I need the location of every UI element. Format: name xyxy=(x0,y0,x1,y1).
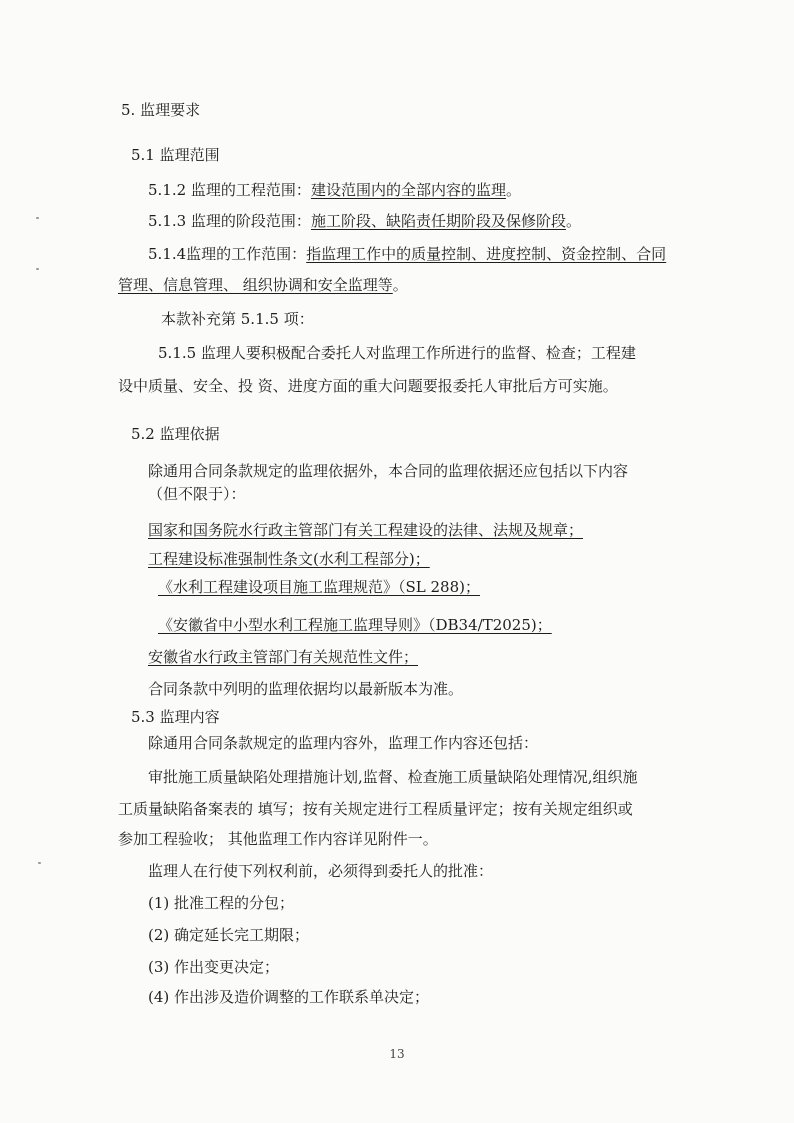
clause-5-1-5-line1: 5.1.5 监理人要积极配合委托人对监理工作所进行的监督、检查；工程建 xyxy=(158,344,636,362)
section-5-3-heading: 5.3 监理内容 xyxy=(131,708,220,726)
content-para-line3: 参加工程验收； 其他监理工作内容详见附件一。 xyxy=(118,830,438,848)
basis-item: 《安徽省中小型水利工程施工监理导则》（DB34/T2025)； xyxy=(158,616,552,634)
page-number: 13 xyxy=(389,1047,405,1061)
section-5-1-heading: 5.1 监理范围 xyxy=(131,146,220,164)
section-5-2-heading: 5.2 监理依据 xyxy=(131,425,220,443)
clause-end: 。 xyxy=(565,212,581,230)
approval-item: (1) 批准工程的分包； xyxy=(148,894,295,912)
clause-value: 管理、信息管理、 组织协调和安全监理等 xyxy=(118,276,393,294)
scan-speck xyxy=(38,862,41,864)
content-intro: 除通用合同条款规定的监理内容外，监理工作内容还包括： xyxy=(148,734,539,752)
clause-end: 。 xyxy=(392,276,408,294)
section-5-heading: 5. 监理要求 xyxy=(121,101,201,119)
clause-label: 5.1.2 监理的工程范围： xyxy=(148,181,311,199)
basis-closing: 合同条款中列明的监理依据均以最新版本为准。 xyxy=(148,680,464,698)
clause-value: 建设范围内的全部内容的监理 xyxy=(310,181,506,199)
clause-label: 5.1.4监理的工作范围： xyxy=(148,245,307,263)
supplement-note: 本款补充第 5.1.5 项： xyxy=(161,310,314,328)
content-para-line2: 工质量缺陷备案表的 填写；按有关规定进行工程质量评定；按有关规定组织或 xyxy=(118,800,633,818)
clause-value: 指监理工作中的质量控制、进度控制、资金控制、合同 xyxy=(306,245,667,263)
scan-speck xyxy=(36,268,39,270)
approval-item: (2) 确定延长完工期限； xyxy=(148,926,310,944)
clause-5-1-2 xyxy=(148,180,521,200)
clause-label: 5.1.3 监理的阶段范围： xyxy=(148,212,311,230)
basis-item: 安徽省水行政主管部门有关规范性文件； xyxy=(148,648,419,666)
basis-item: 《水利工程建设项目施工监理规范》（SL 288)； xyxy=(158,578,480,596)
approval-item: (3) 作出变更决定； xyxy=(148,958,280,976)
basis-item: 工程建设标准强制性条文(水利工程部分)； xyxy=(148,550,430,568)
content-para-line1: 审批施工质量缺陷处理措施计划,监督、检查施工质量缺陷处理情况,组织施 xyxy=(148,768,638,786)
basis-intro-line2: （但不限于）： xyxy=(148,485,246,503)
basis-intro-line1: 除通用合同条款规定的监理依据外，本合同的监理依据还应包括以下内容 xyxy=(148,462,629,480)
clause-5-1-5-line2: 设中质量、安全、投 资、进度方面的重大问题要报委托人审批后方可实施。 xyxy=(118,377,618,395)
approval-item: (4) 作出涉及造价调整的工作联系单决定； xyxy=(148,988,430,1006)
scan-speck xyxy=(36,217,39,219)
basis-item: 国家和国务院水行政主管部门有关工程建设的法律、法规及规章； xyxy=(148,521,584,539)
clause-value: 施工阶段、缺陷责任期阶段及保修阶段 xyxy=(310,212,566,230)
approval-intro: 监理人在行使下列权利前，必须得到委托人的批准： xyxy=(148,862,494,880)
clause-end: 。 xyxy=(505,181,521,199)
clause-5-1-3 xyxy=(148,211,581,231)
clause-5-1-4-line1 xyxy=(148,244,666,264)
clause-5-1-4-line2 xyxy=(118,275,408,295)
